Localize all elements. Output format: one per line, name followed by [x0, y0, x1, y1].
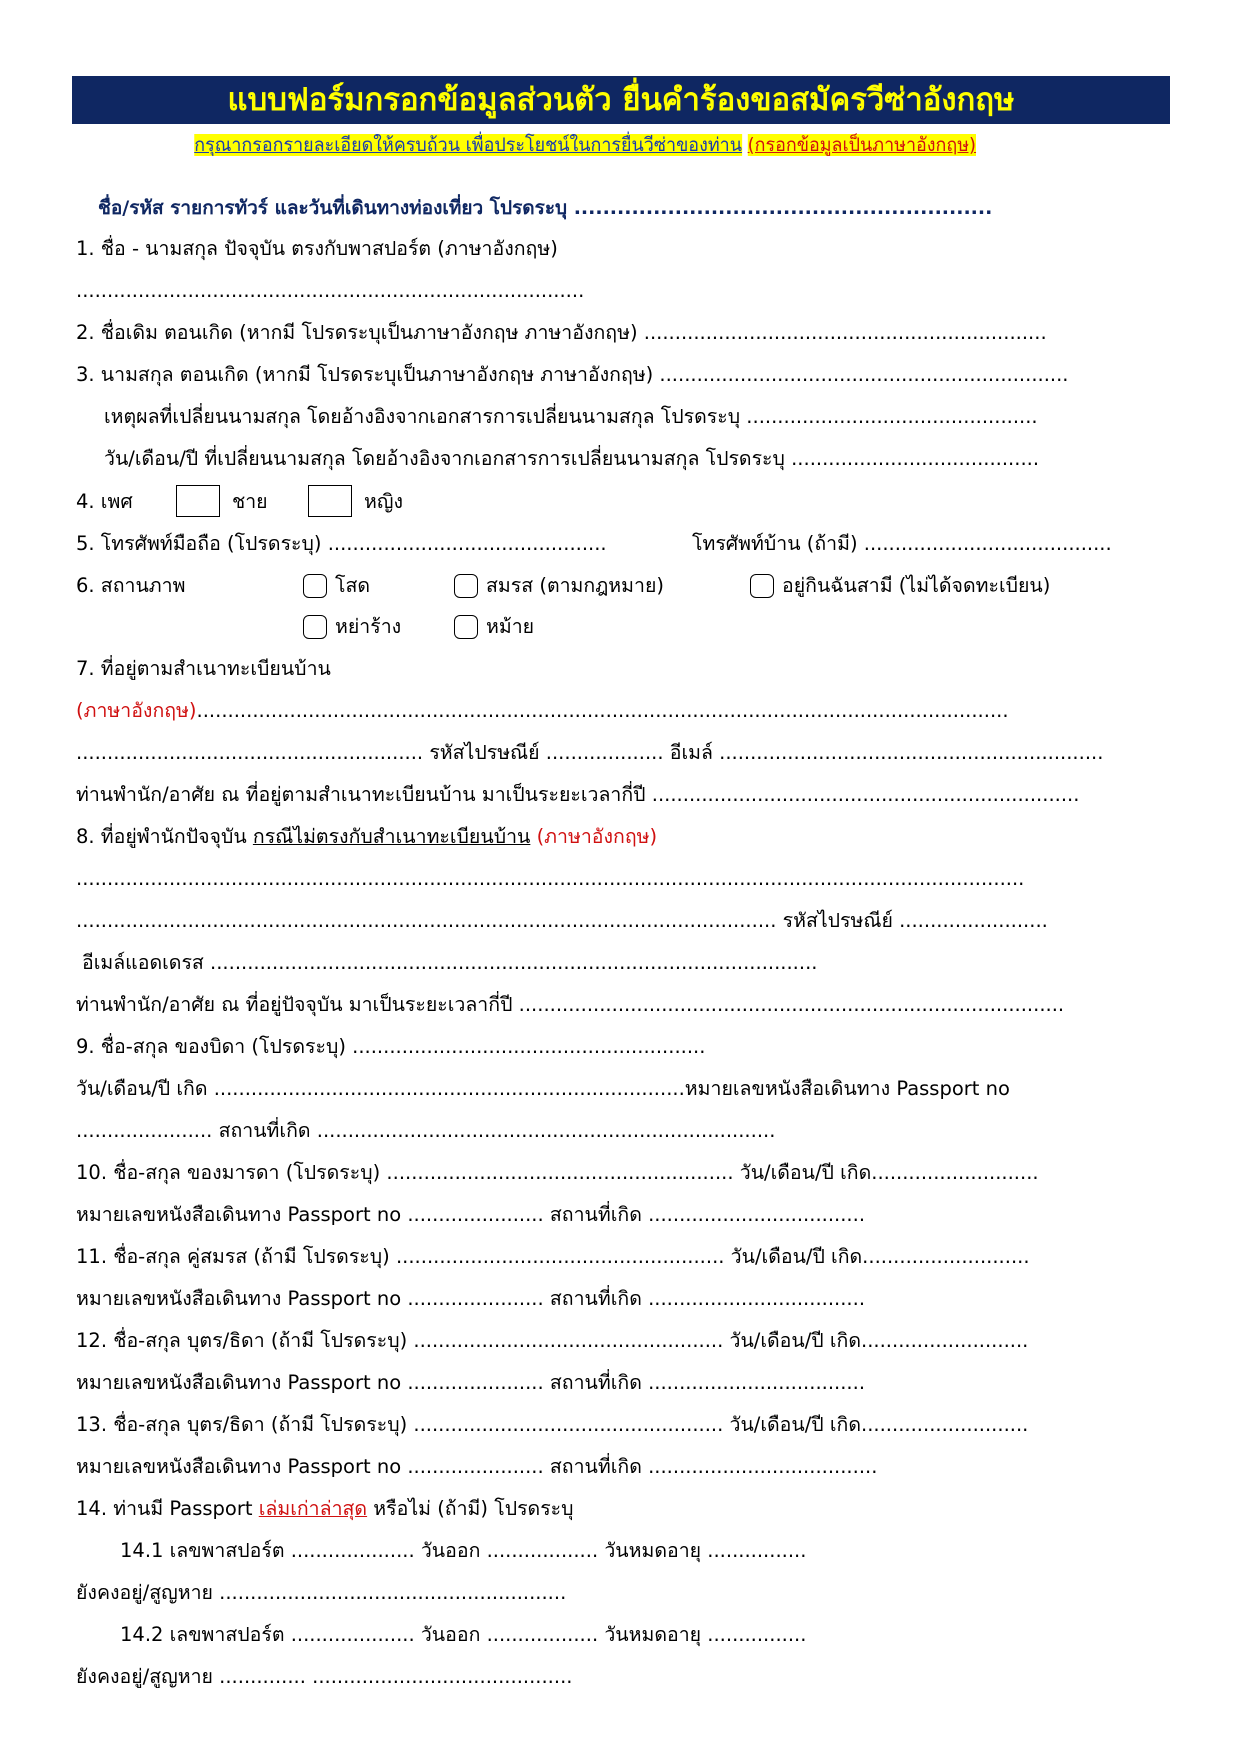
q3-field[interactable]: 3. นามสกุล ตอนเกิด (หากมี โปรดระบุเป็นภาษาอังกฤษ ภาษาอังกฤษ) .................................................................. [76, 363, 1069, 386]
q3-reason-field[interactable]: เหตุผลที่เปลี่ยนนามสกุล โดยอ้างอิงจากเอกสารการเปลี่ยนนามสกุล โปรดระบุ ............................................... [104, 405, 1038, 428]
q3-date-field[interactable]: วัน/เดือน/ปี ที่เปลี่ยนนามสกุล โดยอ้างอิงจากเอกสารการเปลี่ยนนามสกุล โปรดระบุ ........................................ [104, 447, 1040, 470]
status-single-label: โสด [335, 574, 371, 597]
q14-latest-old: เล่มเก่าล่าสุด [258, 1497, 368, 1520]
q5-mobile-field[interactable]: 5. โทรศัพท์มือถือ (โปรดระบุ) ............................................. [76, 532, 607, 555]
q14-prefix: 14. ท่านมี Passport [76, 1497, 253, 1520]
status-widowed-checkbox[interactable] [454, 615, 478, 639]
q8-prefix: 8. ที่อยู่พำนักปัจจุบัน [76, 825, 247, 848]
q8-email-field[interactable]: อีเมล์แอดเดรส .................................................................................................. [82, 951, 818, 974]
q8-address-line1[interactable]: ......................................................................................................................................................... [76, 867, 1025, 890]
status-cohabiting-checkbox[interactable] [750, 574, 774, 598]
male-label: ชาย [232, 490, 268, 513]
q5-home-phone-field[interactable]: โทรศัพท์บ้าน (ถ้ามี) ........................................ [692, 532, 1112, 555]
q7-address-line1[interactable] [76, 694, 1009, 728]
status-married-checkbox[interactable] [454, 574, 478, 598]
q12-child-passport-field[interactable]: หมายเลขหนังสือเดินทาง Passport no ...................... สถานที่เกิด ................................... [76, 1371, 866, 1394]
q8-address-line2[interactable]: ................................................................................................................. รหัสไปรษณีย์ ........................ [76, 909, 1048, 932]
q12-child-name-field[interactable]: 12. ชื่อ-สกุล บุตร/ธิดา (ถ้ามี โปรดระบุ) .................................................. วัน/เดือน/ปี เกิด........................... [76, 1329, 1029, 1352]
q8-condition: กรณีไม่ตรงกับสำเนาทะเบียนบ้าน [252, 825, 531, 848]
q7-label: 7. ที่อยู่ตามสำเนาทะเบียนบ้าน [76, 657, 331, 680]
q14-1-status-field[interactable]: ยังคงอยู่/สูญหาย ........................................................ [76, 1581, 567, 1604]
q2-field[interactable]: 2. ชื่อเดิม ตอนเกิด (หากมี โปรดระบุเป็นภาษาอังกฤษ ภาษาอังกฤษ) ................................................................. [76, 321, 1047, 344]
form-title: แบบฟอร์มกรอกข้อมูลส่วนตัว ยื่นคำร้องขอสมัครวีซ่าอังกฤษ [72, 76, 1170, 124]
q7-duration-field[interactable]: ท่านพำนัก/อาศัย ณ ที่อยู่ตามสำเนาทะเบียนบ้าน มาเป็นระยะเวลากี่ปี ..................................................................... [76, 783, 1080, 806]
checkbox-male[interactable] [176, 485, 220, 517]
q4-label: 4. เพศ [76, 490, 133, 513]
q14-2-passport-field[interactable]: 14.2 เลขพาสปอร์ต .................... วันออก .................. วันหมดอายุ ................ [120, 1623, 807, 1646]
status-widowed-label: หม้าย [486, 615, 535, 638]
q8-duration-field[interactable]: ท่านพำนัก/อาศัย ณ ที่อยู่ปัจจุบัน มาเป็นระยะเวลากี่ปี ........................................................................................ [76, 993, 1065, 1016]
q13-child-passport-field[interactable]: หมายเลขหนังสือเดินทาง Passport no ...................... สถานที่เกิด ..................................... [76, 1455, 878, 1478]
q7-language-note: (ภาษาอังกฤษ) [76, 699, 197, 722]
form-subtitle [0, 130, 1170, 160]
status-married-label: สมรส (ตามกฎหมาย) [486, 574, 664, 597]
q9-father-name-field[interactable]: 9. ชื่อ-สกุล ของบิดา (โปรดระบุ) ......................................................... [76, 1035, 706, 1058]
q9-father-dob-field[interactable]: วัน/เดือน/ปี เกิด ............................................................................หมายเลขหนังสือเดินทาง Passport no [76, 1077, 1010, 1100]
status-divorced-checkbox[interactable] [303, 615, 327, 639]
checkbox-female[interactable] [308, 485, 352, 517]
status-single-checkbox[interactable] [303, 574, 327, 598]
q10-mother-name-field[interactable]: 10. ชื่อ-สกุล ของมารดา (โปรดระบุ) ........................................................ วัน/เดือน/ปี เกิด........................... [76, 1161, 1039, 1184]
q10-mother-passport-field[interactable]: หมายเลขหนังสือเดินทาง Passport no ...................... สถานที่เกิด ................................... [76, 1203, 866, 1226]
q1-label: 1. ชื่อ - นามสกุล ปัจจุบัน ตรงกับพาสปอร์ต (ภาษาอังกฤษ) [76, 237, 558, 260]
q14-2-status-field[interactable]: ยังคงอยู่/สูญหาย .............. .......................................... [76, 1665, 573, 1688]
q13-child-name-field[interactable]: 13. ชื่อ-สกุล บุตร/ธิดา (ถ้ามี โปรดระบุ) .................................................. วัน/เดือน/ปี เกิด........................... [76, 1413, 1029, 1436]
q7-address-line2[interactable]: ........................................................ รหัสไปรษณีย์ ................... อีเมล์ .............................................................. [76, 741, 1104, 764]
q14-label [76, 1492, 574, 1526]
q9-father-birthplace-field[interactable]: ...................... สถานที่เกิด .......................................................................... [76, 1119, 776, 1142]
q11-spouse-name-field[interactable]: 11. ชื่อ-สกุล คู่สมรส (ถ้ามี โปรดระบุ) ..................................................... วัน/เดือน/ปี เกิด........................... [76, 1245, 1030, 1268]
subtitle-instruction: กรุณากรอกรายละเอียดให้ครบถ้วน เพื่อประโยชน์ในการยื่นวีซ่าของท่าน [194, 134, 742, 156]
q8-language-note: (ภาษาอังกฤษ) [536, 825, 658, 848]
q14-suffix: หรือไม่ (ถ้ามี) โปรดระบุ [373, 1497, 574, 1520]
q1-field[interactable]: .................................................................................. [76, 279, 585, 302]
q6-label: 6. สถานภาพ [76, 574, 186, 597]
female-label: หญิง [364, 490, 403, 513]
q7-address-dots: ................................................................................................................................... [196, 699, 1009, 722]
status-divorced-label: หย่าร้าง [335, 615, 402, 638]
status-cohabiting-label: อยู่กินฉันสามี (ไม่ได้จดทะเบียน) [782, 574, 1051, 597]
q8-label [76, 820, 657, 854]
q11-spouse-passport-field[interactable]: หมายเลขหนังสือเดินทาง Passport no ...................... สถานที่เกิด ................................... [76, 1287, 866, 1310]
tour-field[interactable]: ชื่อ/รหัส รายการทัวร์ และวันที่เดินทางท่องเที่ยว โปรดระบุ .......................................................... [98, 197, 993, 219]
q14-1-passport-field[interactable]: 14.1 เลขพาสปอร์ต .................... วันออก .................. วันหมดอายุ ................ [120, 1539, 807, 1562]
subtitle-language-note: (กรอกข้อมูลเป็นภาษาอังกฤษ) [747, 134, 977, 156]
